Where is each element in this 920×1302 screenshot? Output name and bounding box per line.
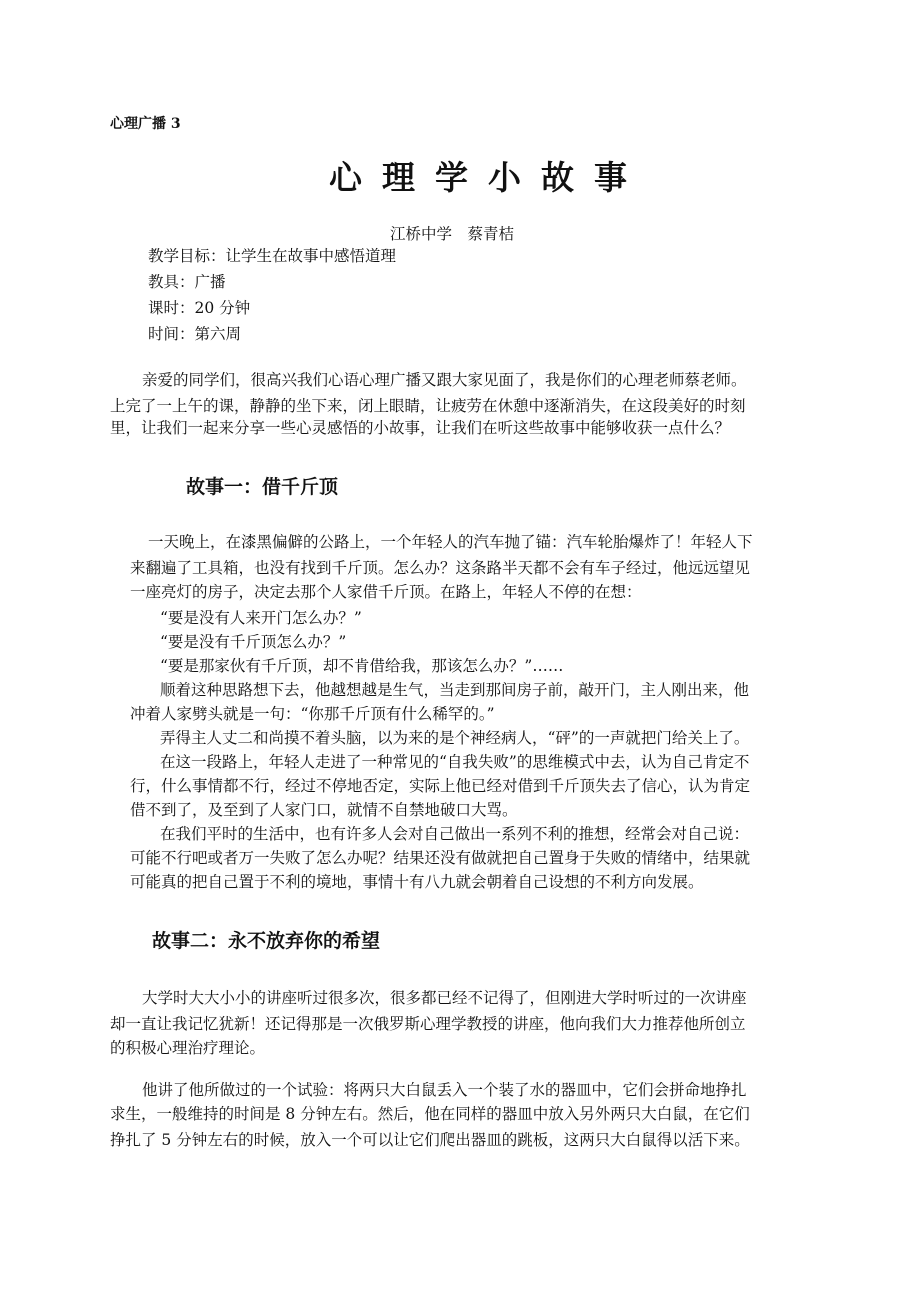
header-label: 心理广播 3 — [110, 116, 181, 132]
story1-line: 一天晚上，在漆黑偏僻的公路上，一个年轻人的汽车抛了锚：汽车轮胎爆炸了！年轻人下 — [148, 533, 753, 551]
story1-line: 借不到了，及至到了人家门口，就情不自禁地破口大骂。 — [130, 801, 518, 819]
story1-line: 在这一段路上，年轻人走进了一种常见的“自我失败”的思维模式中去，认为自己肯定不 — [160, 753, 750, 771]
meta-objective: 教学目标：让学生在故事中感悟道理 — [148, 247, 397, 265]
story1-line: 顺着这种思路想下去，他越想越是生气，当走到那间房子前，敲开门，主人刚出来，他 — [160, 681, 750, 699]
story1-line: 在我们平时的生活中，也有许多人会对自己做出一系列不利的推想，经常会对自己说： — [160, 825, 750, 843]
story2-line: 求生，一般维持的时间是 8 分钟左右。然后，他在同样的器皿中放入另外两只大白鼠，在它们 — [110, 1105, 750, 1123]
story1-line: 可能真的把自己置于不利的境地，事情十有八九就会朝着自己设想的不利方向发展。 — [130, 873, 704, 891]
story1-line: 来翻遍了工具箱，也没有找到千斤顶。怎么办？这条路半天都不会有车子经过，他远远望见 — [130, 559, 751, 577]
meta-tools: 教具：广播 — [148, 273, 226, 291]
author-line: 江桥中学 蔡青桔 — [390, 225, 515, 243]
intro-line: 里，让我们一起来分享一些心灵感悟的小故事，让我们在听这些故事中能够收获一点什么？ — [110, 419, 731, 437]
story2-line: 大学时大大小小的讲座听过很多次，很多都已经不记得了，但刚进大学时听过的一次讲座 — [142, 989, 747, 1007]
story1-heading: 故事一：借千斤顶 — [186, 476, 339, 498]
story1-line: 一座亮灯的房子，决定去那个人家借千斤顶。在路上，年轻人不停的在想： — [130, 583, 642, 601]
story1-quote: “要是那家伙有千斤顶，却不肯借给我，那该怎么办？”…… — [160, 657, 564, 675]
intro-line: 亲爱的同学们，很高兴我们心语心理广播又跟大家见面了，我是你们的心理老师蔡老师。 — [142, 371, 747, 389]
story1-line: 弄得主人丈二和尚摸不着头脑，以为来的是个神经病人，“砰”的一声就把门给关上了。 — [160, 729, 750, 747]
story2-line: 挣扎了 5 分钟左右的时候，放入一个可以让它们爬出器皿的跳板，这两只大白鼠得以活下来。 — [110, 1131, 750, 1149]
page-title: 心理学小故事 — [329, 158, 647, 197]
story2-line: 却一直让我记忆犹新！还记得那是一次俄罗斯心理学教授的讲座，他向我们大力推荐他所创立 — [110, 1015, 746, 1033]
story1-quote: “要是没有人来开门怎么办？” — [160, 609, 362, 627]
meta-time: 时间：第六周 — [148, 325, 242, 343]
story1-line: 行，什么事情都不行，经过不停地否定，实际上他已经对借到千斤顶失去了信心，认为肯定 — [130, 777, 751, 795]
story1-line: 冲着人家劈头就是一句：“你那千斤顶有什么稀罕的。” — [130, 705, 495, 723]
story1-quote: “要是没有千斤顶怎么办？” — [160, 633, 347, 651]
story2-heading: 故事二：永不放弃你的希望 — [152, 930, 381, 952]
story2-line: 他讲了他所做过的一个试验：将两只大白鼠丢入一个装了水的器皿中，它们会拼命地挣扎 — [142, 1081, 747, 1099]
intro-line: 上完了一上午的课，静静的坐下来，闭上眼睛，让疲劳在休憩中逐渐消失，在这段美好的时刻 — [110, 397, 746, 415]
story2-line: 的积极心理治疗理论。 — [110, 1039, 266, 1057]
story1-line: 可能不行吧或者万一失败了怎么办呢？结果还没有做就把自己置身于失败的情绪中，结果就 — [130, 849, 751, 867]
meta-duration: 课时：20 分钟 — [148, 299, 251, 317]
